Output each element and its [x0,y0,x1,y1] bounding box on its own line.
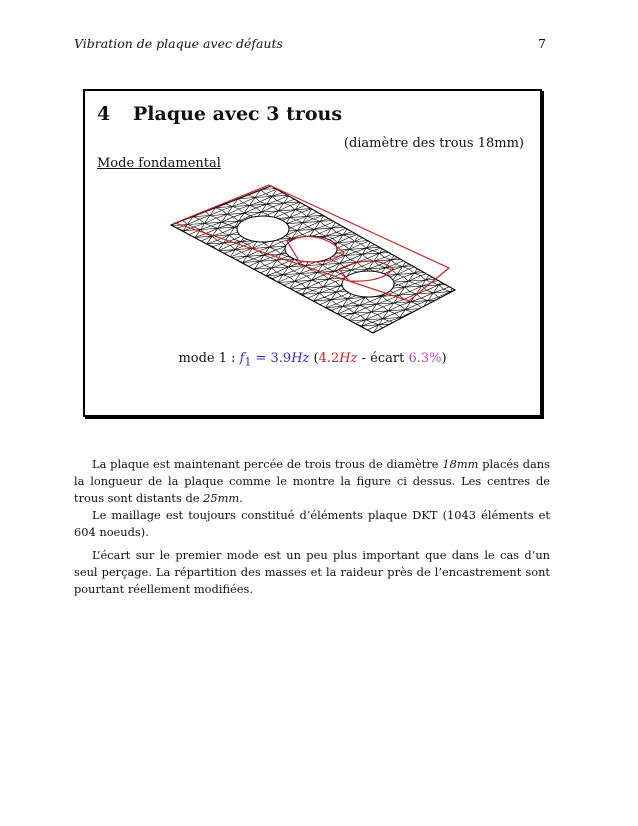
hole-spacing-value: 25 [203,491,218,505]
paragraph-3: L’écart sur le premier mode est un peu plus important que dans le cas d’un seul perçage. La répartition des masses et la raideur près de l’encastrement sont pourtant réellement modifiées. [74,548,550,596]
hole-spacing [203,491,239,505]
paragraph-1-part-c: . [239,491,243,505]
mode-caption [85,351,540,369]
frequency-symbol: f [239,351,245,366]
open-paren: ( [309,351,319,366]
hole-diameter-unit: mm [456,457,479,471]
hole-diameter [442,457,478,471]
ecart-label: - écart [357,351,409,366]
close-paren: ) [441,351,447,366]
body-text [74,456,550,598]
plate-mesh-figure [169,183,459,343]
diameter-note: (diamètre des trous 18mm) [343,136,524,151]
mode-heading: Mode fondamental [97,156,221,171]
paragraph-2: Le maillage est toujours constitué d’éléments plaque DKT (1043 éléments et 604 noeuds). [74,508,550,539]
caption-prefix: mode 1 : [178,351,240,366]
figure-frame [83,89,542,417]
page-header [74,36,546,54]
hole-diameter-value: 18 [442,457,457,471]
section-heading [97,103,342,125]
paragraph-1-part-a: La plaque est maintenant percée de trois trous de diamètre [92,457,443,471]
frequency-number: = 3.9 [251,351,292,366]
paragraph-1-part-b: placés dans la longueur de la plaque comme le montre la figure ci dessus. Les centres de trous sont distants de [74,457,550,505]
reference-value: 4.2 [318,351,340,366]
hole-2 [285,236,337,262]
reference-unit: Hz [339,351,358,366]
hole-1 [237,216,289,242]
page-number: 7 [538,36,546,51]
frequency-value [239,351,310,369]
reference-frequency [319,351,358,366]
frequency-unit: Hz [291,351,310,366]
frequency-subscript: 1 [244,355,252,369]
section-title: Plaque avec 3 trous [133,103,343,125]
paragraph-1 [74,456,550,507]
section-number: 4 [97,103,111,125]
running-title: Vibration de plaque avec défauts [74,36,283,51]
ecart-value: 6.3% [408,351,442,366]
hole-spacing-unit: mm [217,491,240,505]
